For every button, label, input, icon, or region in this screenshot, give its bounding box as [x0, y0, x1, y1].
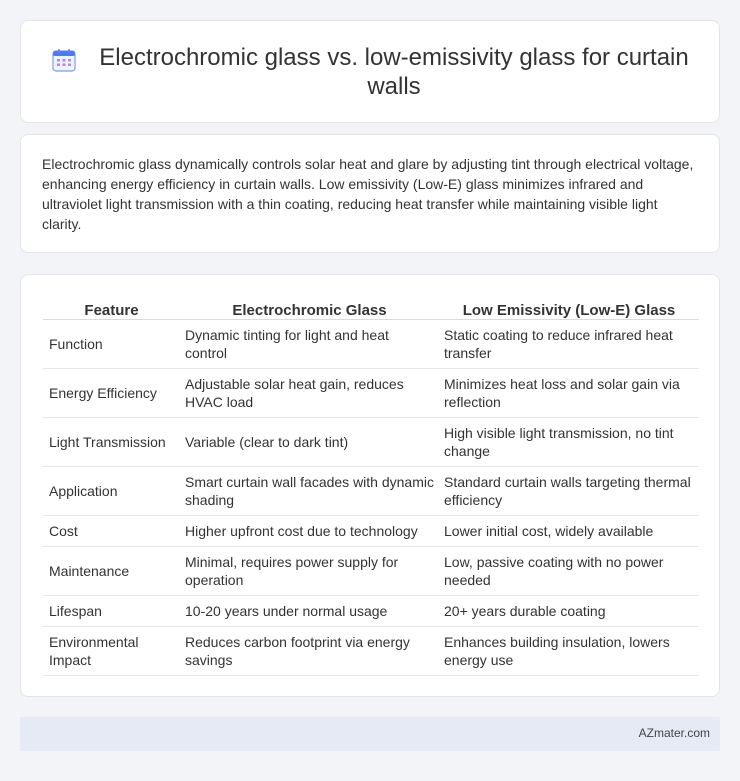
table-row [43, 467, 699, 516]
row-feature: Light Transmission [43, 418, 180, 467]
title-row [51, 43, 699, 101]
row-electrochromic: Variable (clear to dark tint) [180, 418, 439, 467]
row-electrochromic: Minimal, requires power supply for operation [180, 547, 439, 596]
header-feature: Feature [43, 297, 180, 320]
table-row [43, 418, 699, 467]
row-low-e: 20+ years durable coating [439, 596, 699, 627]
table-header-row [43, 297, 699, 320]
row-feature: Function [43, 320, 180, 369]
row-low-e: Low, passive coating with no power needed [439, 547, 699, 596]
title-card [20, 20, 720, 123]
comparison-card [20, 274, 720, 697]
row-electrochromic: Dynamic tinting for light and heat control [180, 320, 439, 369]
page-title: Electrochromic glass vs. low-emissivity glass for curtain walls [99, 44, 689, 100]
table-row [43, 596, 699, 627]
row-feature: Lifespan [43, 596, 180, 627]
row-electrochromic: Reduces carbon footprint via energy savings [180, 627, 439, 676]
row-electrochromic: Adjustable solar heat gain, reduces HVAC load [180, 369, 439, 418]
row-low-e: Standard curtain walls targeting thermal efficiency [439, 467, 699, 516]
row-low-e: Enhances building insulation, lowers energy use [439, 627, 699, 676]
row-electrochromic: 10-20 years under normal usage [180, 596, 439, 627]
table-row [43, 627, 699, 676]
comparison-table [43, 297, 699, 676]
footer-site-link[interactable]: AZmater.com [638, 726, 710, 740]
row-electrochromic: Smart curtain wall facades with dynamic shading [180, 467, 439, 516]
footer-bar [20, 717, 720, 751]
table-row [43, 547, 699, 596]
calendar-icon [51, 47, 77, 73]
header-electrochromic: Electrochromic Glass [180, 297, 439, 320]
row-low-e: Minimizes heat loss and solar gain via reflection [439, 369, 699, 418]
row-feature: Maintenance [43, 547, 180, 596]
table-row [43, 516, 699, 547]
summary-card [20, 134, 720, 253]
header-low-e: Low Emissivity (Low-E) Glass [439, 297, 699, 320]
table-row [43, 320, 699, 369]
row-low-e: High visible light transmission, no tint change [439, 418, 699, 467]
summary-paragraph: Electrochromic glass dynamically controls solar heat and glare by adjusting tint through electrical voltage, enhancing energy efficiency in curtain walls. Low emissivity (Low-E) glass minimizes infrared and ultraviolet light transmission with a thin coating, reducing heat transfer while maintaining visible light clarity. [42, 156, 694, 232]
row-low-e: Static coating to reduce infrared heat transfer [439, 320, 699, 369]
row-feature: Application [43, 467, 180, 516]
row-feature: Energy Efficiency [43, 369, 180, 418]
row-electrochromic: Higher upfront cost due to technology [180, 516, 439, 547]
table-row [43, 369, 699, 418]
row-feature: Environmental Impact [43, 627, 180, 676]
row-feature: Cost [43, 516, 180, 547]
row-low-e: Lower initial cost, widely available [439, 516, 699, 547]
